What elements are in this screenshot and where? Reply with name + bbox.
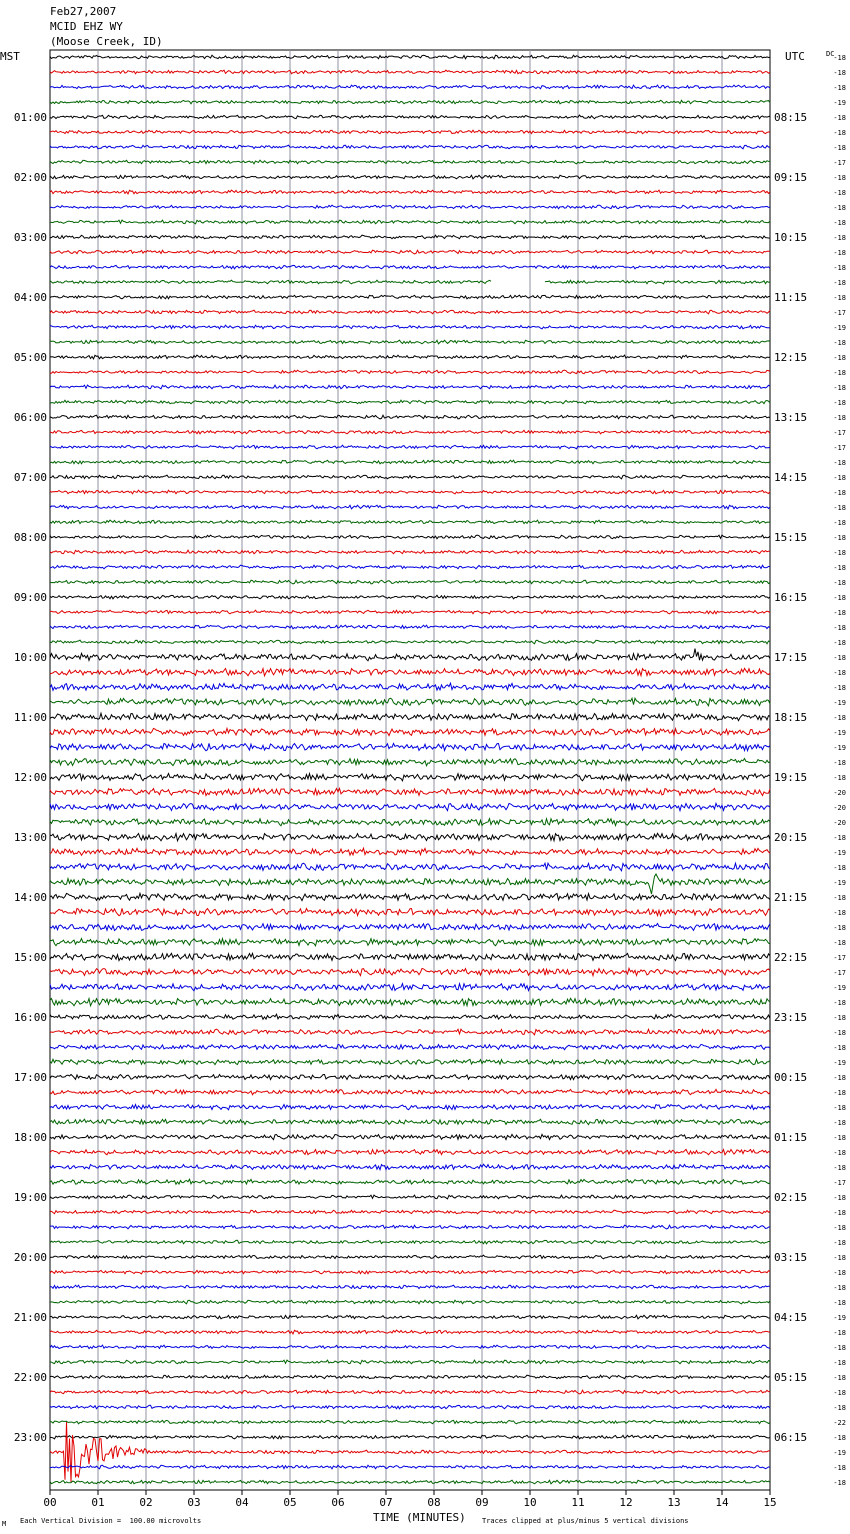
trace-row	[50, 1044, 770, 1049]
dc-offset-label: -18	[833, 594, 846, 602]
dc-label: DC	[826, 50, 835, 58]
mst-hour-label: 11:00	[13, 711, 47, 724]
x-tick-label: 01	[91, 1496, 105, 1509]
dc-offset-label: -18	[833, 1209, 846, 1217]
trace-row	[50, 580, 770, 584]
mst-hour-label: 22:00	[13, 1371, 47, 1384]
dc-offset-label: -18	[833, 174, 846, 182]
dc-offset-label: -18	[833, 1104, 846, 1112]
trace-row	[50, 595, 770, 599]
mst-hour-label: 10:00	[13, 651, 47, 664]
trace-row	[50, 115, 770, 119]
x-tick-label: 14	[715, 1496, 729, 1509]
corner-mark: M	[2, 1520, 7, 1528]
dc-offset-label: -19	[833, 984, 846, 992]
x-tick-label: 05	[283, 1496, 297, 1509]
utc-hour-label: 02:15	[774, 1191, 808, 1204]
trace-row	[50, 445, 770, 449]
trace-row	[50, 565, 770, 569]
trace-row	[50, 1285, 770, 1289]
trace-row	[50, 385, 770, 389]
x-tick-label: 11	[571, 1496, 585, 1509]
trace-row	[50, 55, 770, 59]
utc-hour-label: 03:15	[774, 1251, 808, 1264]
dc-offset-label: -18	[833, 1329, 846, 1337]
mst-hour-label: 21:00	[13, 1311, 47, 1324]
trace-row	[50, 295, 770, 299]
mst-hour-label: 13:00	[13, 831, 47, 844]
dc-offset-label: -18	[833, 54, 846, 62]
dc-offset-label: -18	[833, 1284, 846, 1292]
trace-row	[50, 1149, 770, 1154]
trace-row	[50, 625, 770, 629]
trace-row	[50, 1480, 770, 1484]
mst-hour-label: 07:00	[13, 471, 47, 484]
dc-offset-label: -18	[833, 279, 846, 287]
trace-row	[50, 1300, 770, 1304]
utc-hour-label: 18:15	[774, 711, 808, 724]
dc-offset-label: -18	[833, 1359, 846, 1367]
dc-offset-label: -18	[833, 549, 846, 557]
dc-offset-label: -18	[833, 564, 846, 572]
dc-offset-label: -18	[833, 519, 846, 527]
dc-offset-label: -20	[833, 819, 846, 827]
dc-offset-label: -17	[833, 444, 846, 452]
dc-offset-label: -19	[833, 1314, 846, 1322]
trace-row	[50, 683, 770, 690]
dc-offset-label: -18	[833, 219, 846, 227]
trace-row	[50, 759, 770, 766]
dc-offset-label: -18	[833, 1224, 846, 1232]
dc-offset-label: -18	[833, 339, 846, 347]
dc-offset-label: -19	[833, 699, 846, 707]
trace-row	[50, 924, 770, 931]
dc-offset-label: -17	[833, 969, 846, 977]
trace-row	[50, 220, 770, 224]
dc-offset-label: -18	[833, 1074, 846, 1082]
dc-offset-label: -18	[833, 1404, 846, 1412]
mst-hour-label: 05:00	[13, 351, 47, 364]
dc-offset-label: -20	[833, 789, 846, 797]
dc-offset-label: -18	[833, 774, 846, 782]
utc-hour-label: 08:15	[774, 111, 808, 124]
dc-offset-label: -18	[833, 69, 846, 77]
utc-hour-label: 10:15	[774, 231, 808, 244]
mst-hour-label: 02:00	[13, 171, 47, 184]
utc-hour-label: 21:15	[774, 891, 808, 904]
utc-hour-label: 06:15	[774, 1431, 808, 1444]
trace-row	[50, 1375, 770, 1379]
trace-row	[50, 788, 770, 795]
x-tick-label: 15	[763, 1496, 777, 1509]
dc-offset-label: -18	[833, 264, 846, 272]
trace-row	[50, 743, 770, 750]
trace-row	[50, 953, 770, 960]
dc-offset-label: -19	[833, 744, 846, 752]
dc-offset-label: -18	[833, 834, 846, 842]
trace-row	[50, 205, 770, 209]
x-tick-label: 10	[523, 1496, 537, 1509]
trace-row	[50, 1059, 770, 1064]
dc-offset-label: -17	[833, 429, 846, 437]
dc-offset-label: -18	[833, 1194, 846, 1202]
trace-row	[50, 833, 770, 841]
trace-row	[50, 265, 770, 269]
trace-row	[50, 1225, 770, 1229]
trace-row	[50, 998, 770, 1006]
trace-row	[50, 893, 770, 900]
trace-row	[50, 400, 770, 404]
dc-offset-label: -18	[833, 1479, 846, 1487]
utc-hour-label: 23:15	[774, 1011, 808, 1024]
dc-offset-label: -19	[833, 99, 846, 107]
utc-hour-label: 22:15	[774, 951, 808, 964]
trace-row	[50, 325, 770, 329]
utc-hour-label: 14:15	[774, 471, 808, 484]
trace-row	[50, 1075, 770, 1080]
trace-row	[50, 1465, 770, 1469]
utc-hour-label: 09:15	[774, 171, 808, 184]
x-tick-label: 13	[667, 1496, 681, 1509]
dc-offset-label: -18	[833, 669, 846, 677]
dc-offset-label: -18	[833, 1164, 846, 1172]
trace-row	[50, 145, 770, 149]
trace-row	[50, 190, 770, 194]
mst-hour-label: 15:00	[13, 951, 47, 964]
trace-row	[50, 1134, 770, 1139]
utc-hour-label: 12:15	[774, 351, 808, 364]
dc-offset-label: -18	[833, 1044, 846, 1052]
dc-offset-label: -18	[833, 414, 846, 422]
dc-offset-label: -18	[833, 1149, 846, 1157]
trace-row	[50, 550, 770, 554]
trace-row	[50, 1435, 770, 1439]
trace-row	[50, 370, 770, 374]
dc-offset-label: -18	[833, 294, 846, 302]
trace-row	[50, 1405, 770, 1409]
utc-hour-label: 00:15	[774, 1071, 808, 1084]
dc-offset-label: -18	[833, 1299, 846, 1307]
x-axis-label: TIME (MINUTES)	[373, 1511, 466, 1524]
trace-row	[50, 520, 770, 524]
mst-hour-label: 06:00	[13, 411, 47, 424]
dc-offset-label: -19	[833, 729, 846, 737]
dc-offset-label: -18	[833, 714, 846, 722]
dc-offset-label: -17	[833, 159, 846, 167]
x-tick-label: 09	[475, 1496, 489, 1509]
dc-offset-label: -18	[833, 1254, 846, 1262]
trace-row	[50, 1390, 770, 1394]
trace-row	[50, 863, 770, 871]
utc-hour-label: 05:15	[774, 1371, 808, 1384]
trace-row	[50, 1164, 770, 1169]
trace-row	[50, 939, 770, 946]
trace-row	[50, 130, 770, 134]
trace-row	[50, 610, 770, 614]
dc-offset-label: -18	[833, 579, 846, 587]
dc-offset-label: -18	[833, 759, 846, 767]
dc-offset-label: -18	[833, 1119, 846, 1127]
trace-row	[50, 310, 770, 314]
dc-offset-label: -18	[833, 1464, 846, 1472]
trace-row	[50, 1360, 770, 1364]
x-tick-label: 00	[43, 1496, 57, 1509]
trace-row	[50, 460, 770, 464]
dc-offset-label: -18	[833, 1269, 846, 1277]
dc-offset-label: -18	[833, 369, 846, 377]
dc-offset-label: -18	[833, 1014, 846, 1022]
dc-offset-label: -18	[833, 234, 846, 242]
dc-offset-label: -18	[833, 654, 846, 662]
dc-offset-label: -18	[833, 1374, 846, 1382]
x-tick-label: 08	[427, 1496, 441, 1509]
trace-row	[50, 475, 770, 479]
trace-row	[50, 874, 770, 894]
dc-offset-label: -18	[833, 1344, 846, 1352]
left-axis-title: MST	[0, 50, 20, 63]
trace-row	[50, 535, 770, 539]
trace-row	[50, 908, 770, 915]
trace-row	[50, 713, 770, 720]
trace-row	[50, 280, 770, 284]
x-tick-label: 12	[619, 1496, 633, 1509]
x-tick-label: 06	[331, 1496, 345, 1509]
trace-row	[50, 640, 770, 644]
dc-offset-label: -18	[833, 249, 846, 257]
x-tick-label: 07	[379, 1496, 393, 1509]
dc-offset-label: -19	[833, 849, 846, 857]
dc-offset-label: -19	[833, 1449, 846, 1457]
x-tick-label: 03	[187, 1496, 201, 1509]
dc-offset-label: -17	[833, 954, 846, 962]
mst-hour-label: 12:00	[13, 771, 47, 784]
mst-hour-label: 14:00	[13, 891, 47, 904]
trace-row	[50, 698, 770, 706]
trace-row	[50, 175, 770, 179]
dc-offset-label: -18	[833, 624, 846, 632]
utc-hour-label: 20:15	[774, 831, 808, 844]
dc-offset-label: -17	[833, 1179, 846, 1187]
utc-hour-label: 15:15	[774, 531, 808, 544]
trace-row	[50, 1179, 770, 1184]
trace-row	[50, 1195, 770, 1199]
trace-row	[50, 668, 770, 676]
dc-offset-label: -18	[833, 459, 846, 467]
dc-offset-label: -18	[833, 399, 846, 407]
dc-offset-label: -20	[833, 804, 846, 812]
mst-hour-label: 08:00	[13, 531, 47, 544]
mst-hour-label: 01:00	[13, 111, 47, 124]
trace-row	[50, 1014, 770, 1019]
trace-row	[50, 1210, 770, 1214]
dc-offset-label: -19	[833, 324, 846, 332]
mst-hour-label: 16:00	[13, 1011, 47, 1024]
dc-offset-label: -18	[833, 129, 846, 137]
dc-offset-label: -18	[833, 189, 846, 197]
dc-offset-label: -18	[833, 864, 846, 872]
trace-row	[50, 1422, 770, 1482]
dc-offset-label: -22	[833, 1419, 846, 1427]
x-tick-label: 02	[139, 1496, 153, 1509]
trace-row	[50, 340, 770, 344]
dc-offset-label: -18	[833, 144, 846, 152]
mst-hour-label: 18:00	[13, 1131, 47, 1144]
dc-offset-label: -18	[833, 204, 846, 212]
trace-row	[50, 160, 770, 164]
utc-hour-label: 04:15	[774, 1311, 808, 1324]
dc-offset-label: -18	[833, 84, 846, 92]
trace-row	[50, 1029, 770, 1035]
dc-offset-label: -17	[833, 309, 846, 317]
trace-row	[50, 235, 770, 239]
trace-row	[50, 250, 770, 254]
dc-offset-label: -18	[833, 939, 846, 947]
trace-row	[50, 1089, 770, 1094]
dc-offset-label: -18	[833, 504, 846, 512]
utc-hour-label: 13:15	[774, 411, 808, 424]
dc-offset-label: -18	[833, 474, 846, 482]
dc-offset-label: -18	[833, 1434, 846, 1442]
utc-hour-label: 17:15	[774, 651, 808, 664]
trace-row	[50, 1330, 770, 1334]
dc-offset-label: -18	[833, 1389, 846, 1397]
dc-offset-label: -18	[833, 534, 846, 542]
dc-offset-label: -18	[833, 609, 846, 617]
utc-hour-label: 16:15	[774, 591, 808, 604]
dc-offset-label: -18	[833, 999, 846, 1007]
trace-row	[50, 1345, 770, 1349]
dc-offset-label: -18	[833, 924, 846, 932]
trace-row	[50, 85, 770, 89]
trace-row	[50, 1315, 770, 1319]
trace-row	[50, 819, 770, 826]
dc-offset-label: -18	[833, 1134, 846, 1142]
dc-offset-label: -18	[833, 684, 846, 692]
header-location: (Moose Creek, ID)	[50, 35, 163, 48]
right-axis-title: UTC	[785, 50, 805, 63]
trace-row	[50, 803, 770, 810]
mst-hour-label: 04:00	[13, 291, 47, 304]
dc-offset-label: -18	[833, 1029, 846, 1037]
trace-row	[50, 1119, 770, 1124]
trace-row	[50, 649, 770, 661]
dc-offset-label: -18	[833, 354, 846, 362]
x-tick-label: 04	[235, 1496, 249, 1509]
scale-note: Each Vertical Division = 100.00 microvolts	[20, 1517, 202, 1525]
dc-offset-label: -18	[833, 909, 846, 917]
trace-row	[50, 415, 770, 419]
trace-row	[50, 968, 770, 975]
trace-row	[50, 70, 770, 74]
dc-offset-label: -18	[833, 1089, 846, 1097]
mst-hour-label: 19:00	[13, 1191, 47, 1204]
utc-hour-label: 11:15	[774, 291, 808, 304]
dc-offset-label: -18	[833, 1239, 846, 1247]
mst-hour-label: 09:00	[13, 591, 47, 604]
dc-offset-label: -18	[833, 114, 846, 122]
trace-row	[50, 1420, 770, 1424]
dc-offset-label: -18	[833, 384, 846, 392]
dc-offset-label: -18	[833, 639, 846, 647]
trace-row	[50, 848, 770, 855]
utc-hour-label: 19:15	[774, 771, 808, 784]
trace-row	[50, 490, 770, 494]
trace-row	[50, 728, 770, 735]
mst-hour-label: 03:00	[13, 231, 47, 244]
trace-row	[50, 505, 770, 509]
clip-note: Traces clipped at plus/minus 5 vertical divisions	[482, 1517, 689, 1525]
header-station: MCID EHZ WY	[50, 20, 123, 33]
dc-offset-label: -18	[833, 894, 846, 902]
trace-row	[50, 1105, 770, 1110]
mst-hour-label: 20:00	[13, 1251, 47, 1264]
mst-hour-label: 23:00	[13, 1431, 47, 1444]
mst-hour-label: 17:00	[13, 1071, 47, 1084]
trace-row	[50, 100, 770, 104]
trace-row	[50, 355, 770, 359]
trace-row	[50, 984, 770, 991]
trace-row	[50, 430, 770, 434]
dc-offset-label: -18	[833, 489, 846, 497]
trace-row	[50, 1255, 770, 1259]
trace-row	[50, 774, 770, 781]
dc-offset-label: -19	[833, 879, 846, 887]
trace-row	[50, 1240, 770, 1244]
header-date: Feb27,2007	[50, 5, 117, 18]
dc-offset-label: -19	[833, 1059, 846, 1067]
trace-row	[50, 1270, 770, 1274]
utc-hour-label: 01:15	[774, 1131, 808, 1144]
